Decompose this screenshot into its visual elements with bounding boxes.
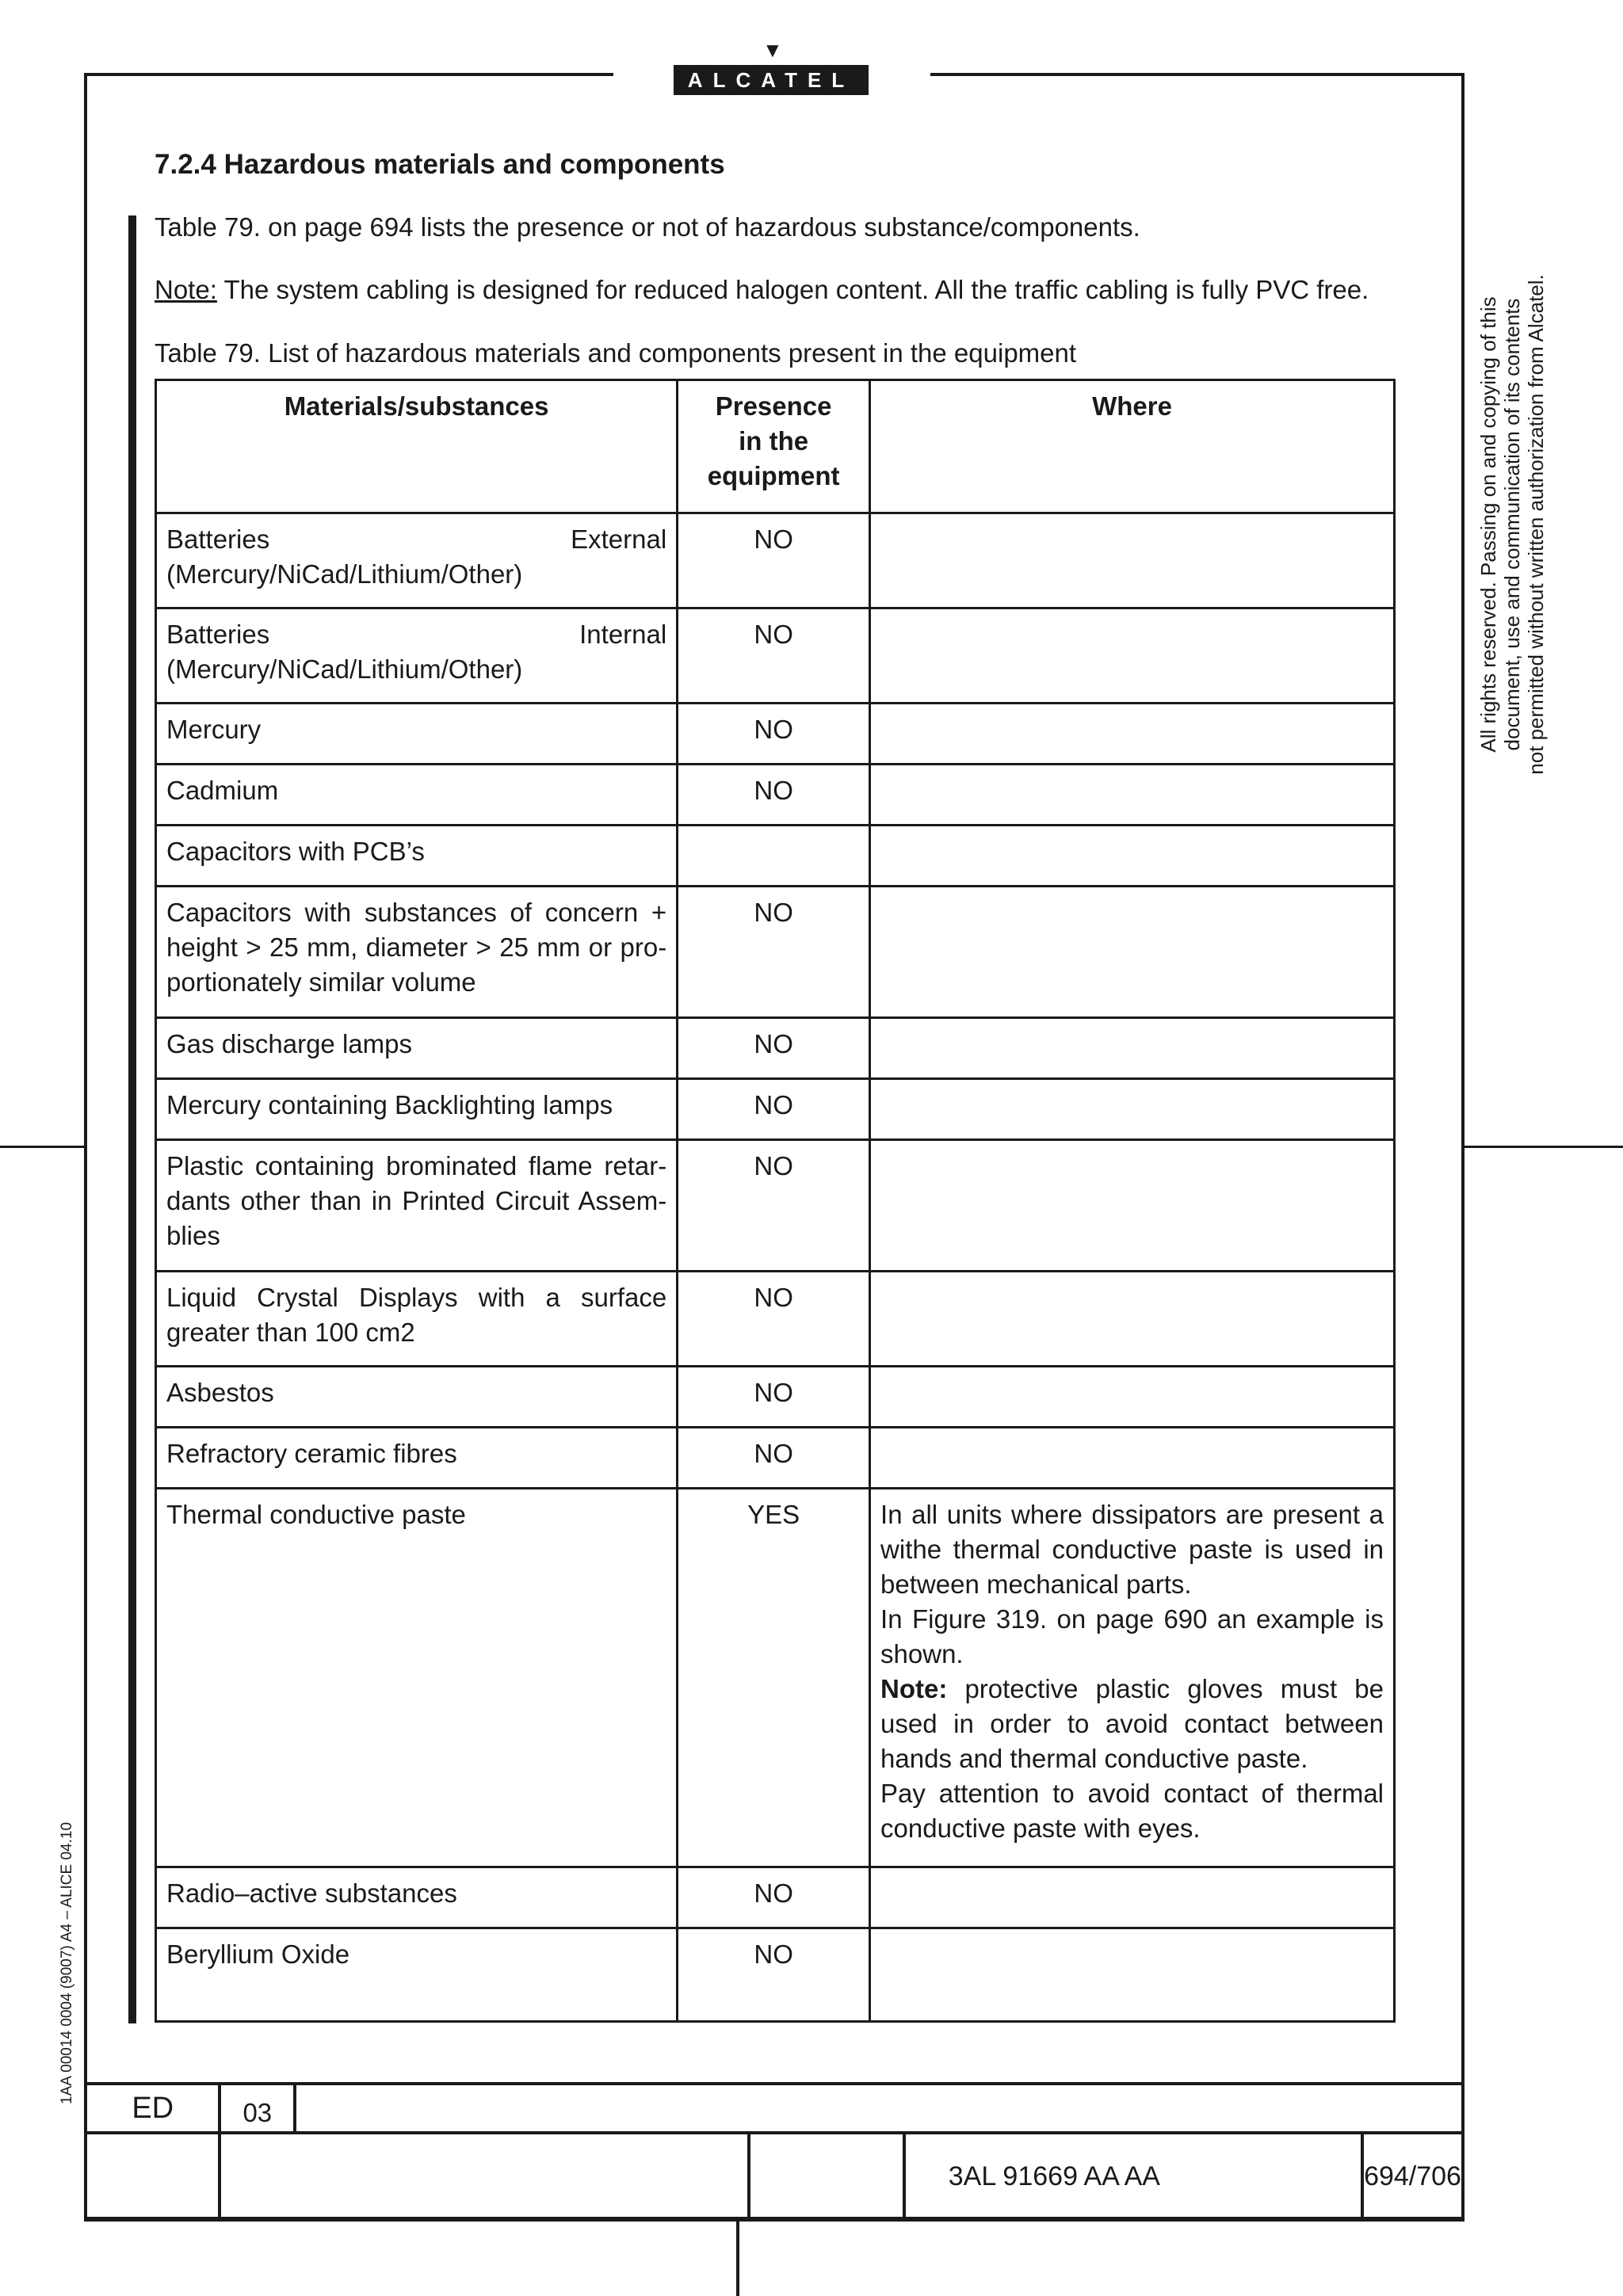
table-row [156, 1489, 1395, 1867]
table-row [156, 1428, 1395, 1489]
header-presence [678, 380, 870, 513]
table-row [156, 704, 1395, 765]
material-cell: Batteries External (Mercury/NiCad/Lithium/Other) [156, 513, 678, 608]
copyright-line: All rights reserved. Passing on and copying of this [1476, 296, 1500, 753]
fold-mark-right [1465, 1146, 1623, 1148]
note-label: Note: [155, 275, 217, 304]
where-cell [870, 1018, 1395, 1079]
presence-cell: NO [678, 1367, 870, 1428]
material-cell: Beryllium Oxide [156, 1928, 678, 2022]
table-row [156, 1018, 1395, 1079]
material-cell: Radio–active substances [156, 1867, 678, 1928]
footer-cell [86, 2133, 220, 2220]
where-cell-thermal [870, 1489, 1395, 1867]
material-cell: Batteries Internal (Mercury/NiCad/Lithium/Other) [156, 608, 678, 704]
presence-cell: NO [678, 608, 870, 704]
bottom-tick [736, 2218, 739, 2296]
fold-mark-left [0, 1146, 84, 1148]
thermal-where-note [880, 1672, 1384, 1776]
presence-cell: NO [678, 1428, 870, 1489]
ed-value: 03 [220, 2084, 295, 2133]
where-cell [870, 513, 1395, 608]
presence-cell: NO [678, 1140, 870, 1272]
header-materials: Materials/substances [156, 380, 678, 513]
table-row [156, 513, 1395, 608]
presence-cell: NO [678, 513, 870, 608]
material-cell: Plastic containing brominated flame retar-dants other than in Printed Circuit Assem-blies [156, 1140, 678, 1272]
table-row [156, 765, 1395, 826]
table-row [156, 1367, 1395, 1428]
where-cell [870, 765, 1395, 826]
section-heading: 7.2.4 Hazardous materials and components [155, 149, 725, 180]
copyright-line: document, use and communication of its contents [1500, 298, 1524, 751]
table-row [156, 608, 1395, 704]
where-cell [870, 1928, 1395, 2022]
presence-cell [678, 826, 870, 887]
thermal-note-label: Note: [880, 1674, 948, 1703]
footer-cell [220, 2133, 749, 2220]
material-cell: Gas discharge lamps [156, 1018, 678, 1079]
note-text: The system cabling is designed for reduced halogen content. All the traffic cabling is fully PVC free. [216, 275, 1369, 304]
thermal-where-line: Pay attention to avoid contact of thermal conductive paste with eyes. [880, 1779, 1384, 1843]
where-cell [870, 1867, 1395, 1928]
presence-cell: NO [678, 1867, 870, 1928]
material-cell: Thermal conductive paste [156, 1489, 678, 1867]
where-cell [870, 704, 1395, 765]
copyright-line: not permitted without written authorization from Alcatel. [1524, 274, 1548, 775]
material-cell: Capacitors with substances of concern + height > 25 mm, diameter > 25 mm or pro-portionately similar volume [156, 887, 678, 1018]
intro-paragraph: Table 79. on page 694 lists the presence or not of hazardous substance/components. [155, 212, 1140, 242]
header-where: Where [870, 380, 1395, 513]
table-row [156, 1140, 1395, 1272]
presence-cell: NO [678, 1272, 870, 1367]
thermal-where-line: In all units where dissipators are present a withe thermal conductive paste is used in between mechanical parts. [880, 1500, 1384, 1599]
table-row [156, 1079, 1395, 1140]
table-row [156, 1272, 1395, 1367]
footer-block [84, 2082, 1465, 2222]
hazardous-materials-table [155, 379, 1396, 2023]
document-code: 3AL 91669 AA AA [904, 2133, 1362, 2220]
presence-cell: NO [678, 1018, 870, 1079]
where-cell [870, 1272, 1395, 1367]
footer-blank [295, 2084, 1463, 2133]
form-code: 1AA 00014 0004 (9007) A4 – ALICE 04.10 [59, 1821, 75, 2104]
material-cell: Refractory ceramic fibres [156, 1428, 678, 1489]
alcatel-logo: ALCATEL [674, 65, 869, 95]
presence-cell: YES [678, 1489, 870, 1867]
material-cell: Mercury [156, 704, 678, 765]
presence-cell: NO [678, 887, 870, 1018]
page-number: 694/706 [1362, 2133, 1463, 2220]
table-row [156, 887, 1395, 1018]
presence-cell: NO [678, 765, 870, 826]
logo-mark: ▼ [762, 38, 783, 62]
change-bar [128, 215, 136, 2023]
material-cell: Cadmium [156, 765, 678, 826]
presence-cell: NO [678, 1079, 870, 1140]
note-paragraph [155, 275, 1369, 305]
table-row [156, 1928, 1395, 2022]
where-cell [870, 826, 1395, 887]
where-cell [870, 1079, 1395, 1140]
header-presence-label: Presence in the equipment [707, 391, 840, 490]
thermal-where-line: In Figure 319. on page 690 an example is shown. [880, 1604, 1384, 1669]
thermal-note-text: protective plastic gloves must be used in order to avoid contact between hands and thermal conductive paste. [880, 1674, 1384, 1773]
material-cell: Liquid Crystal Displays with a surface greater than 100 cm2 [156, 1272, 678, 1367]
footer-cell [749, 2133, 904, 2220]
table-row [156, 826, 1395, 887]
where-cell [870, 608, 1395, 704]
table-row [156, 1867, 1395, 1928]
presence-cell: NO [678, 1928, 870, 2022]
material-cell: Capacitors with PCB’s [156, 826, 678, 887]
where-cell [870, 1140, 1395, 1272]
presence-cell: NO [678, 704, 870, 765]
copyright-side-note [1476, 239, 1548, 810]
where-cell [870, 1367, 1395, 1428]
ed-label: ED [86, 2084, 220, 2133]
material-cell: Mercury containing Backlighting lamps [156, 1079, 678, 1140]
where-cell [870, 1428, 1395, 1489]
material-cell: Asbestos [156, 1367, 678, 1428]
where-cell [870, 887, 1395, 1018]
table-caption: Table 79. List of hazardous materials and components present in the equipment [155, 338, 1077, 368]
